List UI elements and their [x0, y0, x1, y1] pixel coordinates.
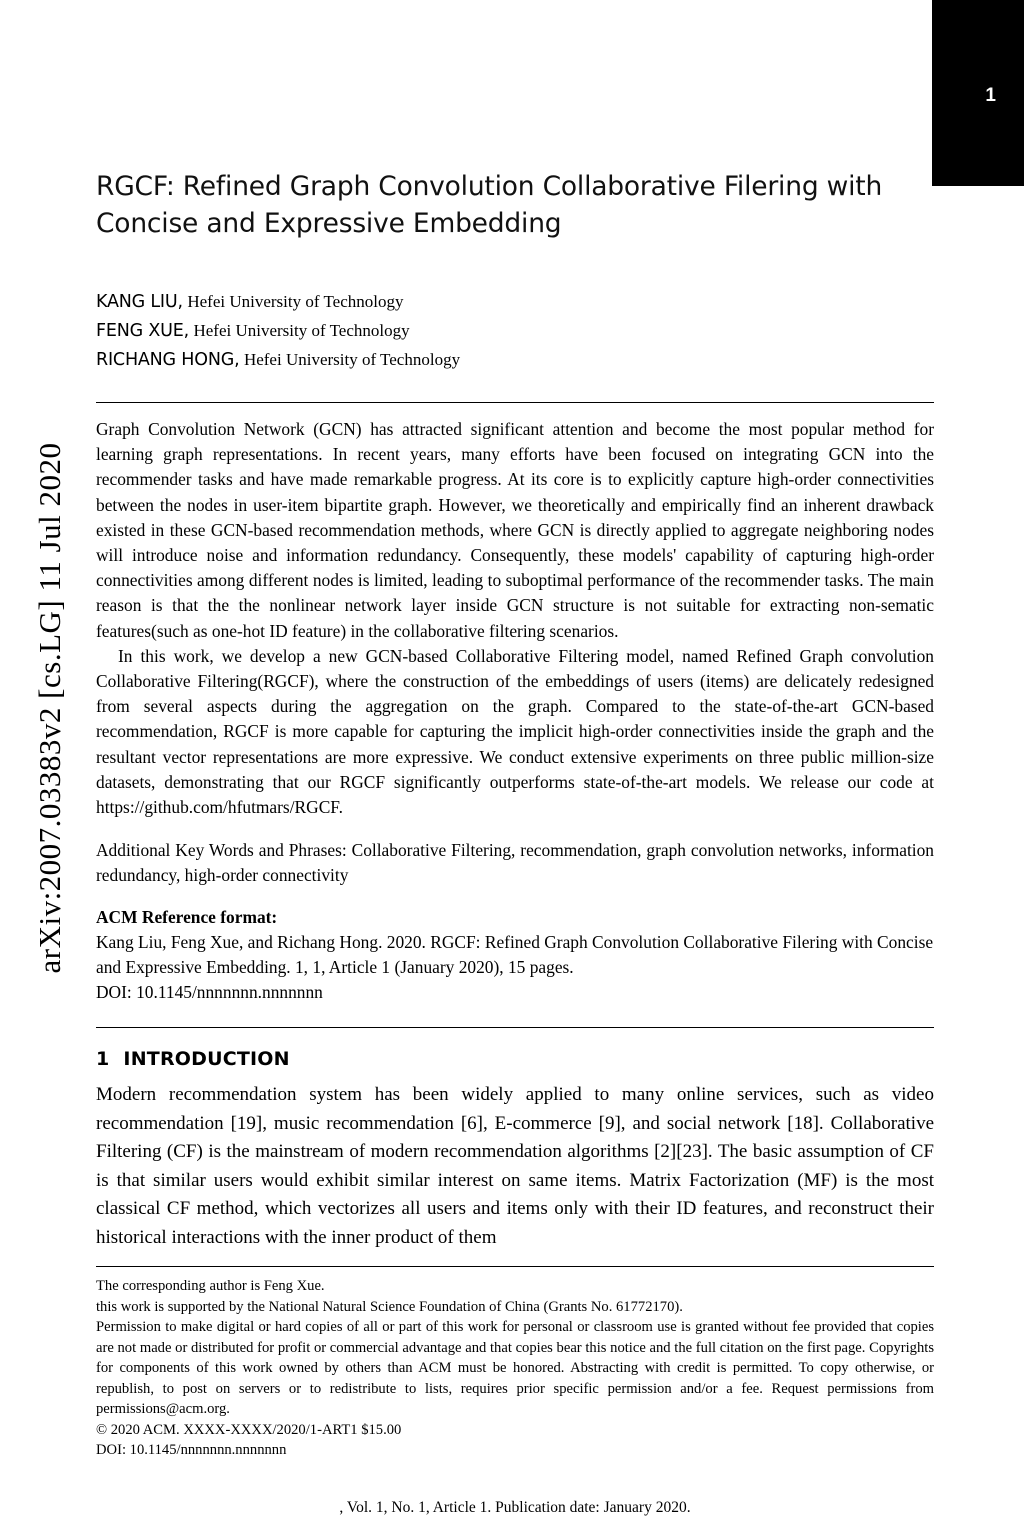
page-title: RGCF: Refined Graph Convolution Collaborative Filering with Concise and Expressive Embedding [96, 171, 883, 239]
acm-reference-citation: Kang Liu, Feng Xue, and Richang Hong. 2020. RGCF: Refined Graph Convolution Collaborative Filering with Concise and Expressive Embedding. 1, 1, Article 1 (January 2020), 15 pages. [96, 931, 934, 978]
author-entry [96, 287, 934, 316]
author-name: RICHANG HONG, [96, 350, 240, 370]
acm-reference-format [96, 905, 934, 1006]
abstract-paragraph: In this work, we develop a new GCN-based Collaborative Filtering model, named Refined Graph convolution Collaborative Filtering(RGCF), where the construction of the embeddings of users (items) are delicately redesigned from several aspects during the aggregation on the graph. Compared to the state-of-the-art GCN-based recommendation, RGCF is more capable for capturing the implicit high-order connectivities inside the graph and the resultant vector representations are more expressive. We conduct extensive experiments on three public million-size datasets, demonstrating that our RGCF significantly outperforms state-of-the-art models. We release our code at https://github.com/hfutmars/RGCF. [96, 645, 934, 818]
acm-reference-doi: DOI: 10.1145/nnnnnnn.nnnnnnn [96, 982, 323, 1003]
abstract [96, 417, 934, 820]
author-entry [96, 345, 934, 374]
author-name: FENG XUE, [96, 321, 189, 341]
footnote-permission: Permission to make digital or hard copies of all or part of this work for personal or classroom use is granted without fee provided that copies are not made or distributed for profit or commercial advantage and that copies bear this notice and the full citation on the first page. Copyrights for components of this work owned by others than ACM must be honored. Abstracting with credit is permitted. To copy otherwise, or republish, to post on servers or to redistribute to lists, requires prior specific permission and/or a fee. Request permissions from permissions@acm.org. [96, 1319, 934, 1418]
section-title: INTRODUCTION [123, 1048, 290, 1071]
page-number: 1 [985, 85, 996, 106]
footnote-line: The corresponding author is Feng Xue. [96, 1278, 325, 1295]
arxiv-identifier-text: arXiv:2007.03383v2 [cs.LG] 11 Jul 2020 [32, 442, 67, 974]
author-list [96, 287, 934, 374]
author-affiliation: Hefei University of Technology [243, 350, 461, 369]
section-number: 1 [96, 1048, 110, 1071]
page-footer: , Vol. 1, No. 1, Article 1. Publication date: January 2020. [339, 1498, 691, 1516]
keywords: Additional Key Words and Phrases: Collaborative Filtering, recommendation, graph convolution networks, information redundancy, high-order connectivity [96, 840, 934, 886]
abstract-paragraph: Graph Convolution Network (GCN) has attracted significant attention and become the most popular method for learning graph representations. In recent years, many efforts have been focused on integrating GCN into the recommender tasks and have made remarkable progress. At its core is to explicitly capture high-order connectivities between the nodes in user-item bipartite graph. However, we theoretically and empirically find an inherent drawback existed in these GCN-based recommendation methods, where GCN is directly applied to aggregate neighboring nodes will introduce noise and information redundancy. Consequently, these models' capability of capturing high-order connectivities among different nodes is limited, leading to suboptimal performance of the recommender tasks. The main reason is that the the nonlinear network layer inside GCN structure is not suitable for extracting non-sematic features(such as one-hot ID feature) in the collaborative filtering scenarios. [96, 419, 934, 641]
arxiv-identifier-stamp [0, 0, 90, 1517]
section-heading-introduction [96, 1048, 934, 1070]
author-name: KANG LIU, [96, 292, 183, 312]
divider-above-abstract [96, 402, 934, 403]
footnote-doi: DOI: 10.1145/nnnnnnn.nnnnnnn [96, 1442, 287, 1459]
author-affiliation: Hefei University of Technology [193, 321, 410, 340]
author-affiliation: Hefei University of Technology [187, 292, 404, 311]
acm-reference-heading: ACM Reference format: [96, 906, 278, 927]
body-paragraph: Modern recommendation system has been widely applied to many online services, such as video recommendation [19], music recommendation [6], E-commerce [9], and social network [18]. Collaborative Filtering (CF) is the mainstream of modern recommendation algorithms [2][23]. The basic assumption of CF is that similar users would exhibit similar interest on same items. Matrix Factorization (MF) is the most classical CF method, which vectorizes all users and items only with their ID features, and reconstruct their historical interactions with the inner product of them [96, 1084, 934, 1248]
introduction-body [96, 1081, 934, 1252]
page-number-tab [932, 0, 1024, 186]
author-entry [96, 316, 934, 345]
divider-above-introduction [96, 1027, 934, 1028]
footnote-line: this work is supported by the National Natural Science Foundation of China (Grants No. 61772170). [96, 1298, 683, 1315]
divider-above-footnotes [96, 1266, 934, 1267]
footnotes [96, 1276, 934, 1461]
footnote-copyright: © 2020 ACM. XXXX-XXXX/2020/1-ART1 $15.00 [96, 1421, 402, 1438]
page-content [96, 0, 934, 1517]
